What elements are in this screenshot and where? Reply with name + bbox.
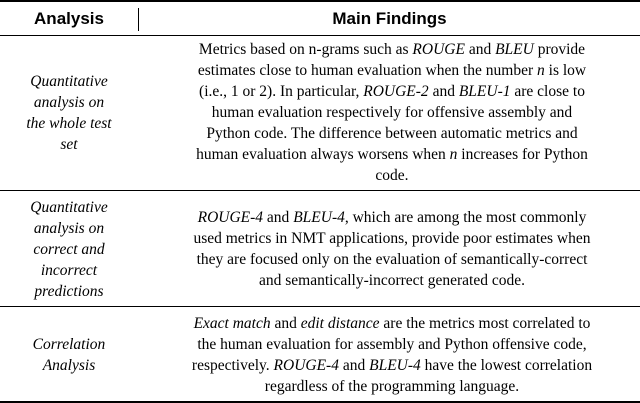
top-rule <box>0 0 640 2</box>
row-1-findings: Metrics based on n-grams such as ROUGE and BLEU provide estimates close to human evaluation when the number n is low (i.e., 1 or 2). In particular, ROUGE-2 and BLEU-1 are close to human evaluation respectively for offensive assembly and Python code. The difference between automatic metrics and human evaluation always worsens when n increases for Python code. <box>196 41 588 184</box>
row-3-analysis: Correlation Analysis <box>32 335 106 374</box>
header-rule <box>0 35 640 36</box>
header-main-findings: Main Findings <box>332 9 447 28</box>
header-analysis: Analysis <box>34 9 104 28</box>
row-3-findings: Exact match and edit distance are the metrics most correlated to the human evaluation for assembly and Python offensive code, respectively. ROUGE-4 and BLEU-4 have the lowest correlation regardless of the programming language. <box>191 314 593 395</box>
row-1-analysis: Quantitative analysis on the whole test set <box>26 72 112 153</box>
row-2-rule <box>0 306 640 307</box>
row-2-findings: ROUGE-4 and BLEU-4, which are among the most commonly used metrics in NMT applications, provide poor estimates when they are focused only on the evaluation of semantically-correct and semantically-incorrect generated code. <box>193 209 591 289</box>
row-1-rule <box>0 190 640 191</box>
row-2-analysis: Quantitative analysis on correct and incorrect predictions <box>30 198 108 300</box>
